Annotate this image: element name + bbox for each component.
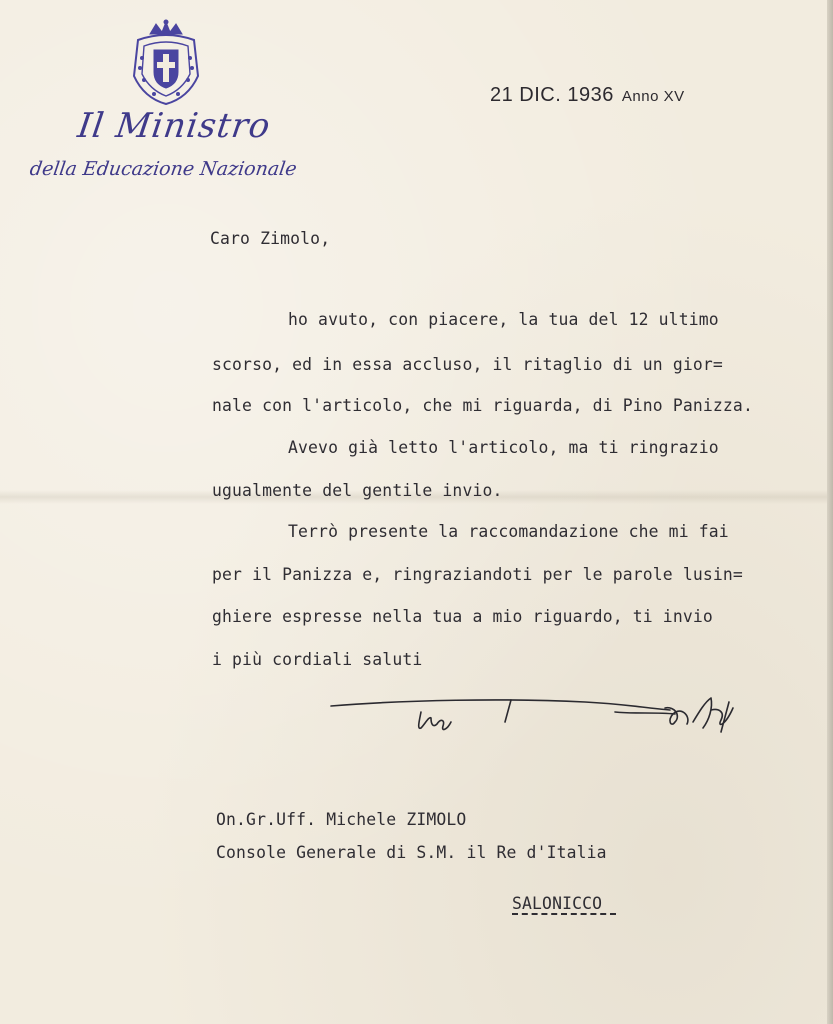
body-line: per il Panizza e, ringraziandoti per le parole lusin=: [212, 565, 743, 584]
date-stamp-era: Anno XV: [621, 88, 685, 105]
date-stamp: [490, 84, 685, 107]
body-line: ho avuto, con piacere, la tua del 12 ultimo: [288, 310, 719, 329]
letterhead-subtitle: della Educazione Nazionale: [28, 158, 299, 180]
city-underline: [512, 913, 616, 915]
body-line: Avevo già letto l'articolo, ma ti ringrazio: [288, 438, 719, 457]
body-line: i più cordiali saluti: [212, 650, 423, 669]
paper-edge: [827, 0, 833, 1024]
addressee-city: SALONICCO: [512, 894, 603, 913]
body-line: Terrò presente la raccomandazione che mi fai: [288, 522, 729, 541]
body-line: scorso, ed in essa accluso, il ritaglio di un gior=: [212, 355, 723, 374]
body-line: nale con l'articolo, che mi riguarda, di Pino Panizza.: [212, 396, 753, 415]
handwritten-signature: [325, 688, 755, 748]
addressee-name: On.Gr.Uff. Michele ZIMOLO: [216, 810, 467, 829]
royal-crest-icon: [128, 18, 204, 108]
body-line: ugualmente del gentile invio.: [212, 481, 503, 500]
addressee-title: Console Generale di S.M. il Re d'Italia: [216, 843, 607, 862]
body-line: ghiere espresse nella tua a mio riguardo, ti invio: [212, 607, 713, 626]
letterhead-title: Il Ministro: [75, 106, 274, 146]
salutation: Caro Zimolo,: [210, 229, 331, 248]
date-stamp-date: 21 DIC. 1936: [490, 84, 614, 106]
